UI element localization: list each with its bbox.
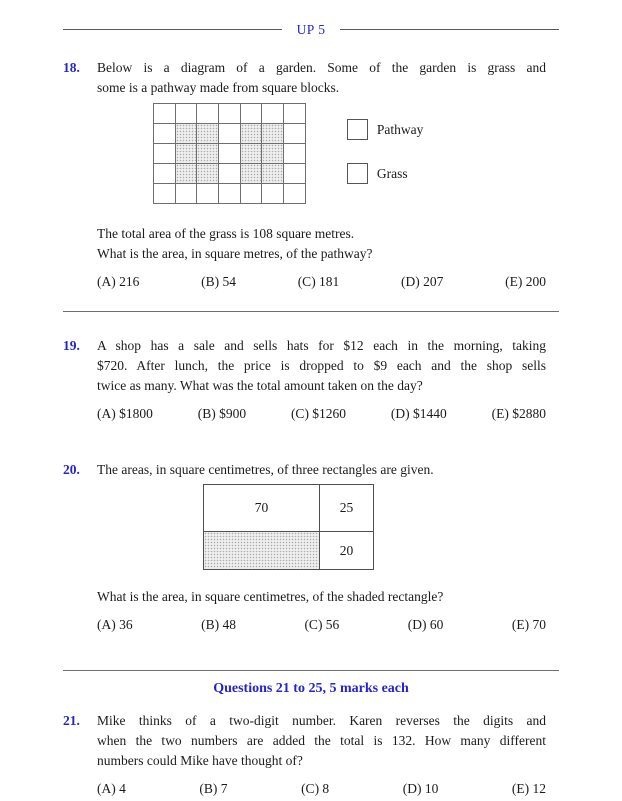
- text-line: some is a pathway made from square blocks.: [97, 80, 340, 95]
- question-19: [63, 336, 559, 396]
- pathway-cell: [176, 104, 198, 124]
- option-b: (B) 7: [199, 781, 228, 796]
- question-query-text: [97, 587, 559, 607]
- text-line: numbers could Mike have thought of?: [97, 753, 303, 768]
- option-a: (A) 216: [97, 274, 140, 289]
- pathway-cell: [219, 184, 241, 204]
- pathway-cell: [219, 164, 241, 184]
- text-line: What is the area, in square centimetres, of the shaded rectangle?: [97, 589, 444, 604]
- question-21: [63, 711, 559, 771]
- option-d: (D) 207: [401, 274, 444, 289]
- pathway-cell: [219, 144, 241, 164]
- grass-cell: [176, 164, 198, 184]
- answer-options-row: [97, 404, 546, 424]
- shaded-rectangle: [204, 532, 320, 570]
- section-divider: [63, 311, 559, 312]
- garden-legend: [347, 103, 424, 204]
- option-a: (A) $1800: [97, 406, 153, 421]
- pathway-cell: [154, 164, 176, 184]
- answer-options-row: [97, 615, 546, 635]
- question-text: [97, 336, 559, 396]
- question-20-query: [63, 587, 559, 607]
- page-header: [63, 21, 559, 38]
- spacer: [63, 587, 97, 607]
- option-c: (C) $1260: [290, 406, 347, 421]
- rect-area-70: 70: [204, 485, 320, 532]
- rectangles-diagram: [203, 484, 374, 570]
- text-line: Below is a diagram of a garden. Some of the garden is grass and: [97, 60, 546, 75]
- pathway-cell: [262, 104, 284, 124]
- question-19-options: [63, 396, 559, 424]
- grass-cell: [241, 144, 263, 164]
- option-a: (A) 4: [97, 781, 126, 796]
- spacer: [63, 224, 97, 264]
- option-d: (D) $1440: [390, 406, 447, 421]
- header-rule-right: [340, 29, 559, 30]
- pathway-cell: [154, 124, 176, 144]
- option-e: (E) 200: [505, 274, 546, 289]
- question-number: 21.: [63, 713, 80, 728]
- pathway-cell: [241, 184, 263, 204]
- option-c: (C) 8: [301, 781, 330, 796]
- spacer: [63, 607, 97, 635]
- grass-cell: [262, 124, 284, 144]
- spacer: [63, 264, 97, 292]
- grass-cell: [197, 164, 219, 184]
- question-number: 18.: [63, 60, 80, 75]
- legend-row-grass: [347, 163, 424, 184]
- pathway-cell: [154, 144, 176, 164]
- answer-options-row: [97, 779, 546, 799]
- grass-cell: [197, 124, 219, 144]
- text-line: $720. After lunch, the price is dropped to $9 each and the shop sells: [97, 358, 546, 373]
- header-rule-left: [63, 29, 282, 30]
- text-line: when the two numbers are added the total is 132. How many different: [97, 733, 546, 748]
- pathway-cell: [197, 104, 219, 124]
- pathway-cell: [262, 184, 284, 204]
- grass-cell: [241, 124, 263, 144]
- pathway-swatch: [347, 119, 368, 140]
- question-text: [97, 711, 559, 771]
- option-e: (E) 70: [511, 617, 546, 632]
- option-e: (E) 12: [511, 781, 546, 796]
- pathway-cell: [284, 124, 306, 144]
- text-line: twice as many. What was the total amount taken on the day?: [97, 378, 423, 393]
- grass-cell: [262, 144, 284, 164]
- legend-row-pathway: [347, 119, 424, 140]
- question-info-text: [97, 224, 559, 264]
- question-21-options: [63, 771, 559, 799]
- pathway-cell: [219, 104, 241, 124]
- option-b: (B) $900: [197, 406, 247, 421]
- option-c: (C) 181: [297, 274, 340, 289]
- section-heading: Questions 21 to 25, 5 marks each: [213, 681, 409, 696]
- question-18-info: [63, 224, 559, 264]
- pathway-cell: [154, 104, 176, 124]
- text-line: The total area of the grass is 108 square metres.: [97, 226, 355, 241]
- legend-label-grass: Grass: [376, 165, 408, 181]
- option-a: (A) 36: [97, 617, 133, 632]
- question-number: 20.: [63, 462, 80, 477]
- question-number: 19.: [63, 338, 80, 353]
- pathway-cell: [197, 184, 219, 204]
- question-18-options: [63, 264, 559, 292]
- pathway-cell: [176, 184, 198, 204]
- grass-cell: [262, 164, 284, 184]
- text-line: The areas, in square centimetres, of three rectangles are given.: [97, 462, 434, 477]
- option-d: (D) 10: [402, 781, 439, 796]
- pathway-cell: [284, 164, 306, 184]
- option-d: (D) 60: [407, 617, 444, 632]
- spacer: [63, 771, 97, 799]
- grass-cell: [176, 144, 198, 164]
- option-b: (B) 54: [201, 274, 236, 289]
- grass-cell: [241, 164, 263, 184]
- legend-label-pathway: Pathway: [376, 121, 424, 137]
- garden-diagram: [153, 103, 559, 204]
- question-20-options: [63, 607, 559, 635]
- option-c: (C) 56: [304, 617, 340, 632]
- page-title: UP 5: [296, 21, 326, 37]
- option-b: (B) 48: [201, 617, 236, 632]
- text-line: A shop has a sale and sells hats for $12 each in the morning, taking: [97, 338, 546, 353]
- grass-cell: [197, 144, 219, 164]
- pathway-cell: [154, 184, 176, 204]
- garden-grid: [153, 103, 306, 204]
- pathway-cell: [284, 104, 306, 124]
- option-e: (E) $2880: [491, 406, 546, 421]
- rect-area-25: 25: [320, 485, 374, 532]
- grass-cell: [176, 124, 198, 144]
- pathway-cell: [284, 144, 306, 164]
- pathway-cell: [241, 104, 263, 124]
- pathway-cell: [284, 184, 306, 204]
- rect-area-20: 20: [320, 532, 374, 570]
- question-text: [97, 58, 559, 98]
- question-text: [97, 460, 559, 480]
- section-divider: [63, 670, 559, 671]
- text-line: Mike thinks of a two-digit number. Karen reverses the digits and: [97, 713, 546, 728]
- answer-options-row: [97, 272, 546, 292]
- pathway-cell: [219, 124, 241, 144]
- grass-swatch: [347, 163, 368, 184]
- question-18: [63, 58, 559, 98]
- text-line: What is the area, in square metres, of the pathway?: [97, 246, 373, 261]
- spacer: [63, 396, 97, 424]
- question-20: [63, 460, 559, 480]
